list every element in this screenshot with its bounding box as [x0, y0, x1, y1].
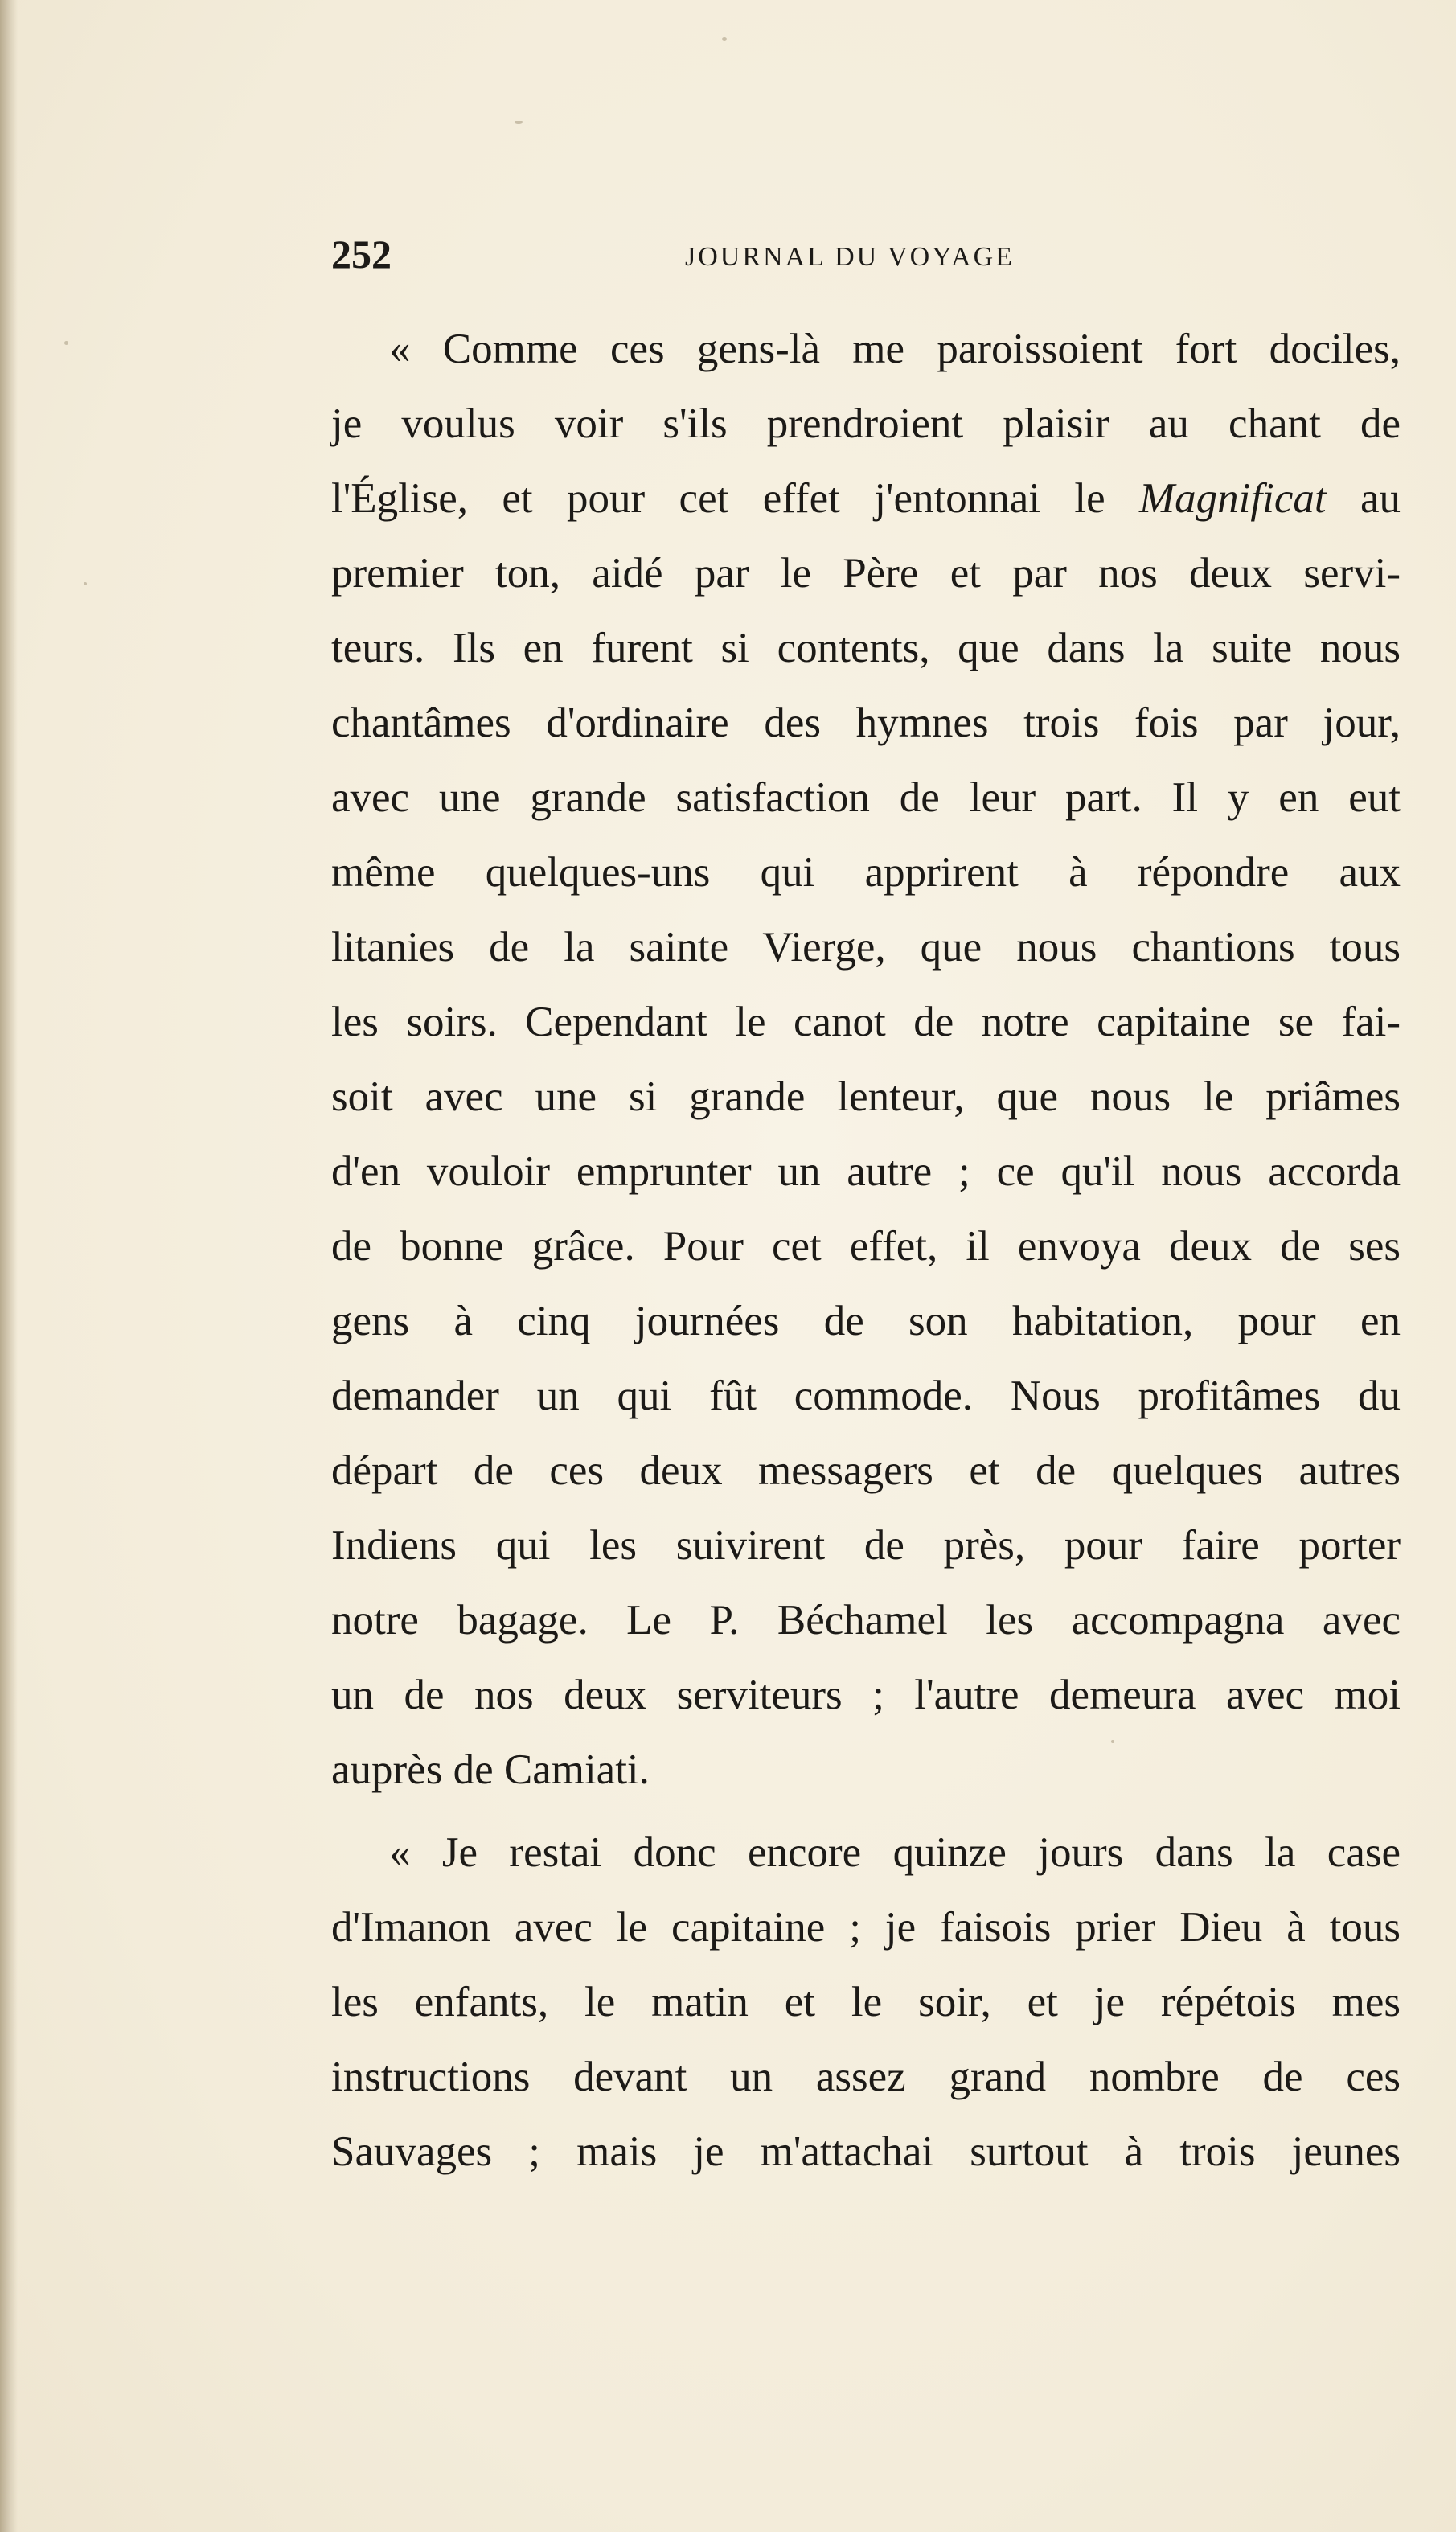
italic-title: Magnificat: [1139, 475, 1327, 522]
text-line: notre bagage. Le P. Béchamel les accompagna avec: [331, 1597, 1401, 1644]
paper-speck: [515, 121, 523, 124]
text-line: [331, 462, 1401, 536]
text-line: avec une grande satisfaction de leur part. Il y en eut: [331, 774, 1401, 821]
text-line: d'en vouloir emprunter un autre ; ce qu'il nous accorda: [331, 1148, 1401, 1195]
paragraph-1: [331, 312, 1401, 1808]
paper-speck: [84, 582, 87, 585]
page-header: [331, 230, 1399, 278]
text-line: Indiens qui les suivirent de près, pour faire porter: [331, 1522, 1401, 1569]
text-line: départ de ces deux messagers et de quelques autres: [331, 1447, 1401, 1494]
paragraph-2: [331, 1816, 1401, 2189]
text-line: soit avec une si grande lenteur, que nous le priâmes: [331, 1073, 1401, 1120]
text-segment: l'Église, et pour cet effet j'entonnai le: [331, 475, 1139, 522]
text-line: demander un qui fût commode. Nous profitâmes du: [331, 1373, 1401, 1419]
text-line: « Comme ces gens-là me paroissoient fort dociles,: [389, 326, 1401, 372]
text-line: même quelques-uns qui apprirent à répondre aux: [331, 849, 1401, 896]
page-number: 252: [331, 232, 392, 277]
text-line: de bonne grâce. Pour cet effet, il envoya deux de ses: [331, 1223, 1401, 1270]
text-line: teurs. Ils en furent si contents, que dans la suite nous: [331, 625, 1401, 671]
text-line: d'Imanon avec le capitaine ; je faisois prier Dieu à tous: [331, 1904, 1401, 1951]
text-line: premier ton, aidé par le Père et par nos deux servi-: [331, 550, 1401, 597]
text-line: Sauvages ; mais je m'attachai surtout à trois jeunes: [331, 2128, 1401, 2175]
text-line: un de nos deux serviteurs ; l'autre demeura avec moi: [331, 1672, 1401, 1718]
running-title: JOURNAL DU VOYAGE: [685, 242, 1015, 272]
text-line: « Je restai donc encore quinze jours dans la case: [389, 1829, 1401, 1876]
text-line: instructions devant un assez grand nombre de ces: [331, 2054, 1401, 2100]
text-line: gens à cinq journées de son habitation, pour en: [331, 1298, 1401, 1344]
text-line: les soirs. Cependant le canot de notre capitaine se fai-: [331, 999, 1401, 1045]
text-line: litanies de la sainte Vierge, que nous chantions tous: [331, 924, 1401, 971]
paper-speck: [722, 37, 727, 41]
paper-speck: [64, 341, 68, 345]
text-line: les enfants, le matin et le soir, et je répétois mes: [331, 1979, 1401, 2025]
text-segment: au: [1326, 475, 1401, 522]
text-line: chantâmes d'ordinaire des hymnes trois fois par jour,: [331, 700, 1401, 746]
text-line: je voulus voir s'ils prendroient plaisir au chant de: [331, 400, 1401, 447]
page-body: [331, 312, 1401, 2189]
text-line: auprès de Camiati.: [331, 1746, 650, 1793]
